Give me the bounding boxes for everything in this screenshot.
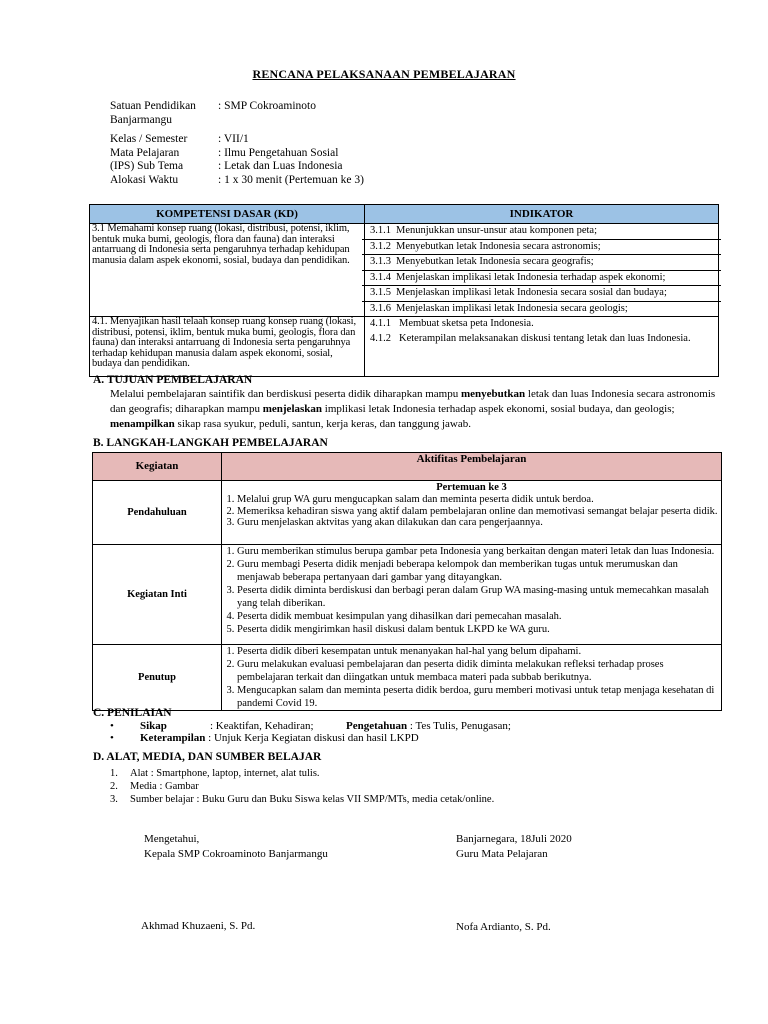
aktifitas-cell: [222, 645, 722, 711]
penilaian-row-1: [110, 721, 511, 732]
list-item: 1. Alat : Smartphone, laptop, internet, alat tulis.: [110, 768, 320, 779]
identity-value: : Ilmu Pengetahuan Sosial: [218, 146, 339, 159]
indikator-header: INDIKATOR: [365, 205, 719, 224]
bullet: •: [110, 720, 114, 732]
identity-key: Alokasi Waktu: [110, 173, 179, 186]
section-c-heading: C. PENILAIAN: [93, 707, 172, 719]
list-item: 1. Guru memberikan stimulus berupa gambar peta Indonesia yang berkaitan dengan materi letak dan luas Indonesia.: [237, 545, 718, 558]
identity-row: [110, 160, 364, 174]
kegiatan-label: Penutup: [93, 645, 222, 711]
signature-right-line1: Banjarnegara, 18Juli 2020: [456, 833, 572, 845]
identity-value: : Letak dan Luas Indonesia: [218, 160, 343, 172]
identity-block: [110, 100, 364, 187]
indicator-item: 3.1.2 Menyebutkan letak Indonesia secara astronomis;: [362, 240, 721, 256]
kd-cell: 3.1 Memahami konsep ruang (lokasi, distribusi, potensi, iklim, bentuk muka bumi, geologis, flora dan fauna) dan interaksi antarruang di Indonesia serta pengaruhnya terhadap kehidupan manusia dalam aspek ekonomi, sosial, budaya dan pendidikan.: [90, 224, 365, 317]
bullet: •: [110, 732, 114, 744]
document-title: RENCANA PELAKSANAAN PEMBELAJARAN: [252, 67, 516, 81]
penilaian-row-2: [110, 733, 419, 744]
list-item: 2. Guru membagi Peserta didik menjadi beberapa kelompok dan memberikan tugas untuk merumuskan dan menjawab beberapa pertanyaan dari gambar yang ditayangkan.: [237, 558, 718, 584]
identity-key: Kelas / Semester: [110, 133, 188, 145]
list-item: 2. Memeriksa kehadiran siswa yang aktif dalam pembelajaran online dan memotivasi semangat belajar peserta didik.: [237, 506, 718, 518]
pengetahuan-label: Pengetahuan: [346, 720, 408, 732]
indicator-item: 3.1.5 Menjelaskan implikasi letak Indonesia secara sosial dan budaya;: [362, 286, 721, 302]
list-item: 2. Guru melakukan evaluasi pembelajaran dan peserta didik diminta melakukan refleksi terhadap proses pembelajaran terkait dan diingatkan untuk membaca materi pada subbab berikutnya.: [237, 658, 718, 684]
identity-value: : VII/1: [218, 133, 249, 145]
indicator-cell: [365, 224, 719, 317]
identity-key: Satuan Pendidikan: [110, 100, 196, 112]
indicator-item: 4.1.2 Keterampilan melaksanakan diskusi tentang letak dan luas Indonesia.: [370, 332, 691, 344]
list-item: 5. Peserta didik mengirimkan hasil diskusi dalam bentuk LKPD ke WA guru.: [237, 623, 718, 636]
steps-table: [92, 452, 722, 711]
kegiatan-label: Pendahuluan: [93, 481, 222, 545]
signature-left-line2: Kepala SMP Cokroaminoto Banjarmangu: [144, 848, 328, 860]
kd-header: KOMPETENSI DASAR (KD): [90, 205, 365, 224]
list-item: 3. Mengucapkan salam dan meminta peserta didik berdoa, guru memberi motivasi untuk tetap menjaga kesehatan di pandemi Covid 19.: [237, 684, 718, 710]
indicator-item: 3.1.3 Menyebutkan letak Indonesia secara geografis;: [362, 255, 721, 271]
kd-table: [89, 204, 719, 377]
identity-value: : 1 x 30 menit (Pertemuan ke 3): [218, 173, 364, 186]
list-item: 3. Sumber belajar : Buku Guru dan Buku Siswa kelas VII SMP/MTs, media cetak/online.: [110, 794, 495, 805]
signature-left-name: Akhmad Khuzaeni, S. Pd.: [141, 920, 256, 932]
signature-left: [144, 832, 328, 862]
identity-row: [110, 114, 364, 128]
sikap-value: : Keaktifan, Kehadiran;: [210, 720, 314, 732]
list-item: 1. Melalui grup WA guru mengucapkan salam dan meminta peserta didik untuk berdoa.: [237, 494, 718, 506]
list-item: 3. Peserta didik diminta berdiskusi dan berbagi peran dalam Grup WA masing-masing untuk memecahkan masalah yang telah diberikan.: [237, 584, 718, 610]
identity-key: Mata Pelajaran: [110, 146, 180, 159]
keterampilan-value: : Unjuk Kerja Kegiatan diskusi dan hasil LKPD: [205, 732, 419, 744]
media-list: [110, 767, 494, 806]
indicator-item: 3.1.4 Menjelaskan implikasi letak Indonesia terhadap aspek ekonomi;: [362, 271, 721, 287]
pertemuan-label: Pertemuan ke 3: [436, 482, 507, 493]
identity-value: : SMP Cokroaminoto: [218, 100, 316, 112]
identity-row: [110, 100, 364, 114]
list-item: 1. Peserta didik diberi kesempatan untuk menanyakan hal-hal yang belum dipahami.: [237, 645, 718, 658]
signature-right-line2: Guru Mata Pelajaran: [456, 848, 548, 860]
section-a-paragraph: Melalui pembelajaran saintifik dan berdiskusi peserta didik diharapkan mampu menyebutkan letak dan luas Indonesia secara astronomis dan geografis; diharapkan mampu menjelaskan implikasi letak Indonesia terhadap aspek ekonomi, sosial budaya, dan geologis; menampilkan sikap rasa syukur, peduli, santun, kerja keras, dan tanggung jawab.: [110, 388, 716, 430]
indicator-cell: [365, 317, 719, 377]
signature-right: [456, 832, 572, 862]
section-a-heading: A. TUJUAN PEMBELAJARAN: [93, 374, 253, 386]
kd-cell: 4.1. Menyajikan hasil telaah konsep ruang konsep ruang (lokasi, distribusi, potensi, iklim, bentuk muka bumi, geologis, flora dan fauna) dan interaksi antarruang di Indonesia serta pengaruhnya terhadap kehidupan manusia dalam aspek ekonomi, sosial, budaya dan pendidikan.: [90, 317, 365, 377]
pengetahuan-value: : Tes Tulis, Penugasan;: [407, 720, 511, 732]
identity-key: (IPS) Sub Tema: [110, 160, 184, 172]
indicator-item: 3.1.1 Menunjukkan unsur-unsur atau komponen peta;: [362, 224, 721, 240]
kegiatan-label: Kegiatan Inti: [93, 545, 222, 645]
signature-right-name: Nofa Ardianto, S. Pd.: [456, 921, 551, 933]
list-item: 2. Media : Gambar: [110, 781, 199, 792]
identity-key: Banjarmangu: [110, 113, 172, 126]
list-item: 4. Peserta didik membuat kesimpulan yang dihasilkan dari pemecahan masalah.: [237, 610, 718, 623]
sikap-label: Sikap: [140, 720, 167, 732]
section-b-heading: B. LANGKAH-LANGKAH PEMBELAJARAN: [93, 437, 328, 449]
aktifitas-cell: [222, 545, 722, 645]
kegiatan-header: Kegiatan: [93, 453, 222, 481]
list-item: 3. Guru menjelaskan aktvitas yang akan dilakukan dan cara pengerjaannya.: [237, 517, 718, 529]
indicator-item: 4.1.1 Membuat sketsa peta Indonesia.: [370, 318, 534, 329]
identity-row: [110, 147, 364, 161]
signature-left-line1: Mengetahui,: [144, 833, 200, 845]
identity-row: [110, 174, 364, 188]
aktifitas-header: Aktifitas Pembelajaran: [222, 453, 722, 481]
indicator-item: 3.1.6 Menjelaskan implikasi letak Indonesia secara geologis;: [370, 302, 628, 314]
section-d-heading: D. ALAT, MEDIA, DAN SUMBER BELAJAR: [93, 751, 322, 763]
aktifitas-cell: [222, 481, 722, 545]
keterampilan-label: Keterampilan: [140, 732, 206, 744]
identity-row: [110, 133, 364, 147]
